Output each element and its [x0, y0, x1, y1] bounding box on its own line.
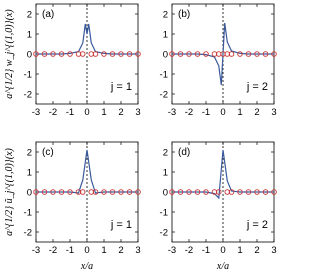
x-tick-label: -3: [167, 245, 177, 256]
x-tick-label: -1: [201, 245, 211, 256]
x-tick-label: -2: [48, 245, 58, 256]
panel-label: (a): [42, 9, 55, 20]
x-tick-label: -3: [31, 107, 41, 118]
x-tick-label: 0: [84, 107, 90, 118]
panel-label: (c): [42, 147, 54, 158]
panel-label: (b): [178, 9, 191, 20]
x-tick-label: 3: [135, 107, 141, 118]
panel-label: (d): [178, 147, 191, 158]
panel-c: [4, 142, 141, 272]
x-tick-label: 2: [254, 107, 260, 118]
x-tick-label: 1: [101, 107, 107, 118]
y-axis-label: a^{1/2} w_j^{(1,0)}(x): [4, 9, 15, 99]
x-tick-label: 3: [271, 245, 277, 256]
y-tick-label: 2: [26, 9, 32, 21]
j-annotation: j = 2: [246, 219, 268, 231]
y-tick-label: 0: [26, 187, 32, 199]
x-tick-label: 1: [101, 245, 107, 256]
x-tick-label: -2: [48, 107, 58, 118]
y-tick-label: 1: [26, 167, 32, 179]
x-tick-label: 1: [237, 245, 243, 256]
x-tick-label: -3: [31, 245, 41, 256]
y-tick-label: 2: [162, 147, 168, 159]
y-tick-label: 1: [162, 167, 168, 179]
y-tick-label: 0: [26, 49, 32, 61]
y-axis-label: a^{1/2} ũ_j^{(1,0)}(x): [4, 148, 15, 236]
x-tick-label: 3: [135, 245, 141, 256]
panel-a: [4, 4, 141, 118]
panel-b: [160, 4, 277, 118]
x-tick-label: 2: [118, 107, 124, 118]
y-tick-label: -2: [159, 89, 168, 101]
x-tick-label: 2: [254, 245, 260, 256]
x-tick-label: 1: [237, 107, 243, 118]
y-tick-label: -1: [159, 207, 168, 219]
x-tick-label: -1: [65, 107, 75, 118]
y-tick-label: 2: [162, 9, 168, 21]
j-annotation: j = 1: [110, 219, 132, 231]
x-axis-label: x/a: [216, 261, 230, 272]
y-tick-label: 0: [162, 187, 168, 199]
y-tick-label: 1: [26, 29, 32, 41]
j-annotation: j = 2: [246, 81, 268, 93]
x-tick-label: 0: [84, 245, 90, 256]
y-tick-label: -2: [23, 227, 32, 239]
x-tick-label: 0: [220, 245, 226, 256]
x-tick-label: 3: [271, 107, 277, 118]
x-tick-label: -3: [167, 107, 177, 118]
x-axis-label: x/a: [80, 261, 94, 272]
y-tick-label: -1: [23, 69, 32, 81]
y-tick-label: 2: [26, 147, 32, 159]
y-tick-label: 0: [162, 49, 168, 61]
j-annotation: j = 1: [110, 81, 132, 93]
x-tick-label: -1: [65, 245, 75, 256]
y-tick-label: -1: [159, 69, 168, 81]
y-tick-label: -2: [159, 227, 168, 239]
x-tick-label: 0: [220, 107, 226, 118]
x-tick-label: -2: [184, 107, 194, 118]
x-tick-label: -2: [184, 245, 194, 256]
panel-d: [160, 142, 277, 272]
y-tick-label: 1: [162, 29, 168, 41]
x-tick-label: -1: [201, 107, 211, 118]
x-tick-label: 2: [118, 245, 124, 256]
y-tick-label: -1: [23, 207, 32, 219]
y-tick-label: -2: [23, 89, 32, 101]
